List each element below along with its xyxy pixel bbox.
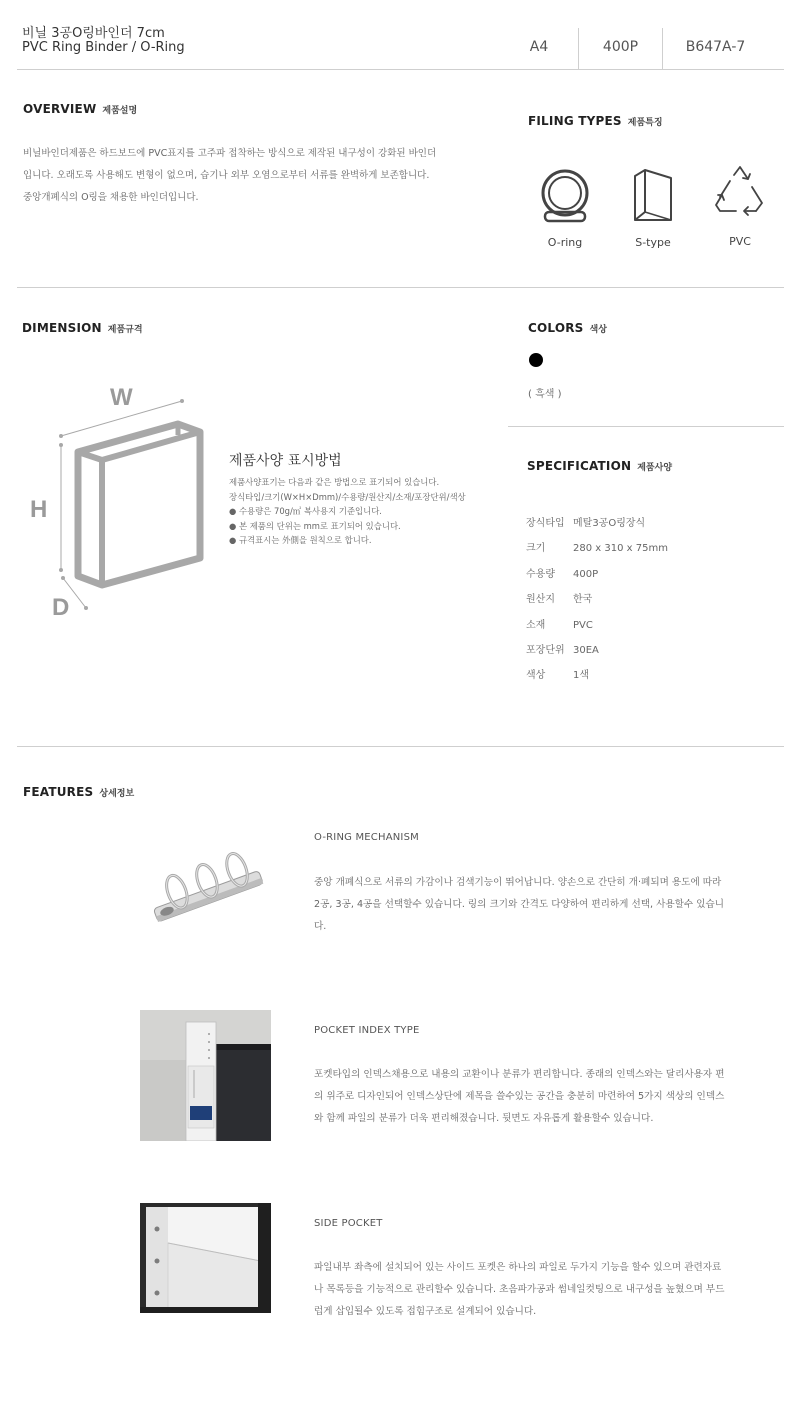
notice-line: 제품사양표기는 다음과 같은 방법으로 표기되어 있습니다. [229,477,440,487]
feature-line: 럽게 삽입될수 있도록 접힘구조로 설계되어 있습니다. [314,1306,537,1317]
height-label: H [30,496,48,523]
spec-value: 1색 [573,670,590,681]
filing-types-title: FILING TYPES [528,114,622,128]
spec-row [526,641,599,656]
notice-line: ● 규격표시는 外側을 원칙으로 합니다. [229,535,372,545]
spec-value: 메탈3공O링장식 [573,518,646,529]
header-size-cell: A4 [529,39,549,55]
width-label: W [110,384,133,411]
spec-value: 400P [573,569,599,580]
depth-label: D [52,594,70,621]
overview-heading [23,102,137,116]
filing-types-heading [528,114,663,128]
spec-row [526,666,589,681]
section-rule [17,287,784,288]
feature-text [314,1257,740,1323]
notice-title: 제품사양 표시방법 [229,453,342,469]
spec-key: 원산지 [526,594,555,605]
feature-line: 다. [314,921,327,932]
color-swatch[interactable] [529,353,543,367]
spec-row [526,616,593,631]
spec-key: 색상 [526,670,546,681]
features-subtitle: 상세정보 [99,789,135,799]
header-rule [17,69,784,70]
spec-key: 포장단위 [526,645,565,656]
pocket-index-image [140,1010,271,1141]
spec-row [526,590,592,605]
spec-key: 크기 [526,543,546,554]
feature-line: 포켓타입의 인덱스채용으로 내용의 교환이나 분류가 편리합니다. 종래의 인덱스와는 달리사용자 편 [314,1069,725,1080]
feature-title: POCKET INDEX TYPE [314,1025,420,1036]
header-capacity-cell: 400P [602,39,639,55]
spec-row [526,539,668,554]
notice-text [229,475,499,548]
specification-heading [527,459,672,473]
specification-title: SPECIFICATION [527,459,632,473]
overview-text [23,143,483,209]
notice-line: ● 본 제품의 단위는 mm로 표기되어 있습니다. [229,520,401,531]
overview-line: 입니다. 오래도록 사용해도 변형이 없으며, 습기나 외부 오염으로부터 서류를 완벽하게 보존합니다. [23,170,430,181]
feature-line: 나 목록등을 기능적으로 관리할수 있습니다. 초음파가공과 썸네일컷팅으로 내구성을 높혔으며 부드 [314,1284,725,1295]
dimension-title: DIMENSION [22,321,102,335]
feature-line: 의 위주로 디자인되어 인덱스상단에 제목을 쓸수있는 공간을 충분히 마련하여 5가지 색상의 인덱스 [314,1091,725,1102]
spec-value: PVC [573,620,593,631]
feature-line: 파일내부 좌측에 설치되어 있는 사이드 포켓은 하나의 파일로 두가지 기능을 할수 있으며 관련자료 [314,1262,722,1273]
colors-heading [528,321,607,335]
feature-line: 2공, 3공, 4공을 선택할수 있습니다. 링의 크기와 간격도 다양하여 편리하게 선택, 사용할수 있습니 [314,899,725,910]
overview-title: OVERVIEW [23,102,97,116]
recycle-icon [712,165,768,221]
section-rule [17,746,784,747]
filing-type-label: O-ring [547,236,583,249]
spec-key: 소재 [526,620,546,631]
binder-dimension-diagram [30,380,220,620]
spec-key: 장식타입 [526,518,565,529]
spec-value: 30EA [573,645,599,656]
product-title-en: PVC Ring Binder / O-Ring [22,40,185,55]
side-pocket-image [140,1203,271,1313]
color-label: ( 흑색 ) [528,389,562,400]
spec-key: 수용량 [526,569,555,580]
overview-subtitle: 제품설명 [102,106,138,116]
s-type-icon [631,168,675,224]
notice-line: 장식타입/크기(W×H×Dmm)/수용량/원산지/소재/포장단위/색상 [229,491,466,502]
spec-row [526,565,598,580]
feature-line: 와 함께 파일의 분류가 더욱 편리해졌습니다. 뒷면도 자유롭게 활용할수 있습니다. [314,1113,654,1124]
colors-title: COLORS [528,321,584,335]
feature-text [314,1064,740,1130]
overview-line: 비닐바인더제품은 하드보드에 PVC표지를 고주파 접착하는 방식으로 제작된 내구성이 강화된 바인더 [23,148,437,159]
dimension-subtitle: 제품규격 [107,325,143,335]
specification-subtitle: 제품사양 [637,463,673,473]
spec-value: 280 x 310 x 75mm [573,543,668,554]
spec-value: 한국 [573,594,593,605]
o-ring-icon [537,166,593,226]
feature-text [314,872,740,938]
overview-line: 중앙개폐식의 O링을 채용한 바인더입니다. [23,192,199,203]
section-rule [508,426,784,427]
product-title-ko: 비닐 3공O링바인더 7cm [22,26,165,41]
colors-subtitle: 색상 [589,325,607,335]
dimension-heading [22,321,143,335]
features-heading [23,785,134,799]
filing-type-label: S-type [635,236,671,249]
feature-title: O-RING MECHANISM [314,832,419,843]
header-code-cell: B647A-7 [685,39,746,55]
notice-line: ● 수용량은 70g/㎡ 복사용지 기준입니다. [229,506,382,516]
feature-line: 중앙 개폐식으로 서류의 가감이나 검색기능이 뛰어납니다. 양손으로 간단히 개·폐되며 용도에 따라 [314,877,722,888]
features-title: FEATURES [23,785,94,799]
feature-title: SIDE POCKET [314,1218,383,1229]
filing-types-subtitle: 제품특징 [627,118,663,128]
spec-row [526,514,645,529]
o-ring-mechanism-image [140,830,271,940]
filing-type-label: PVC [729,235,751,248]
